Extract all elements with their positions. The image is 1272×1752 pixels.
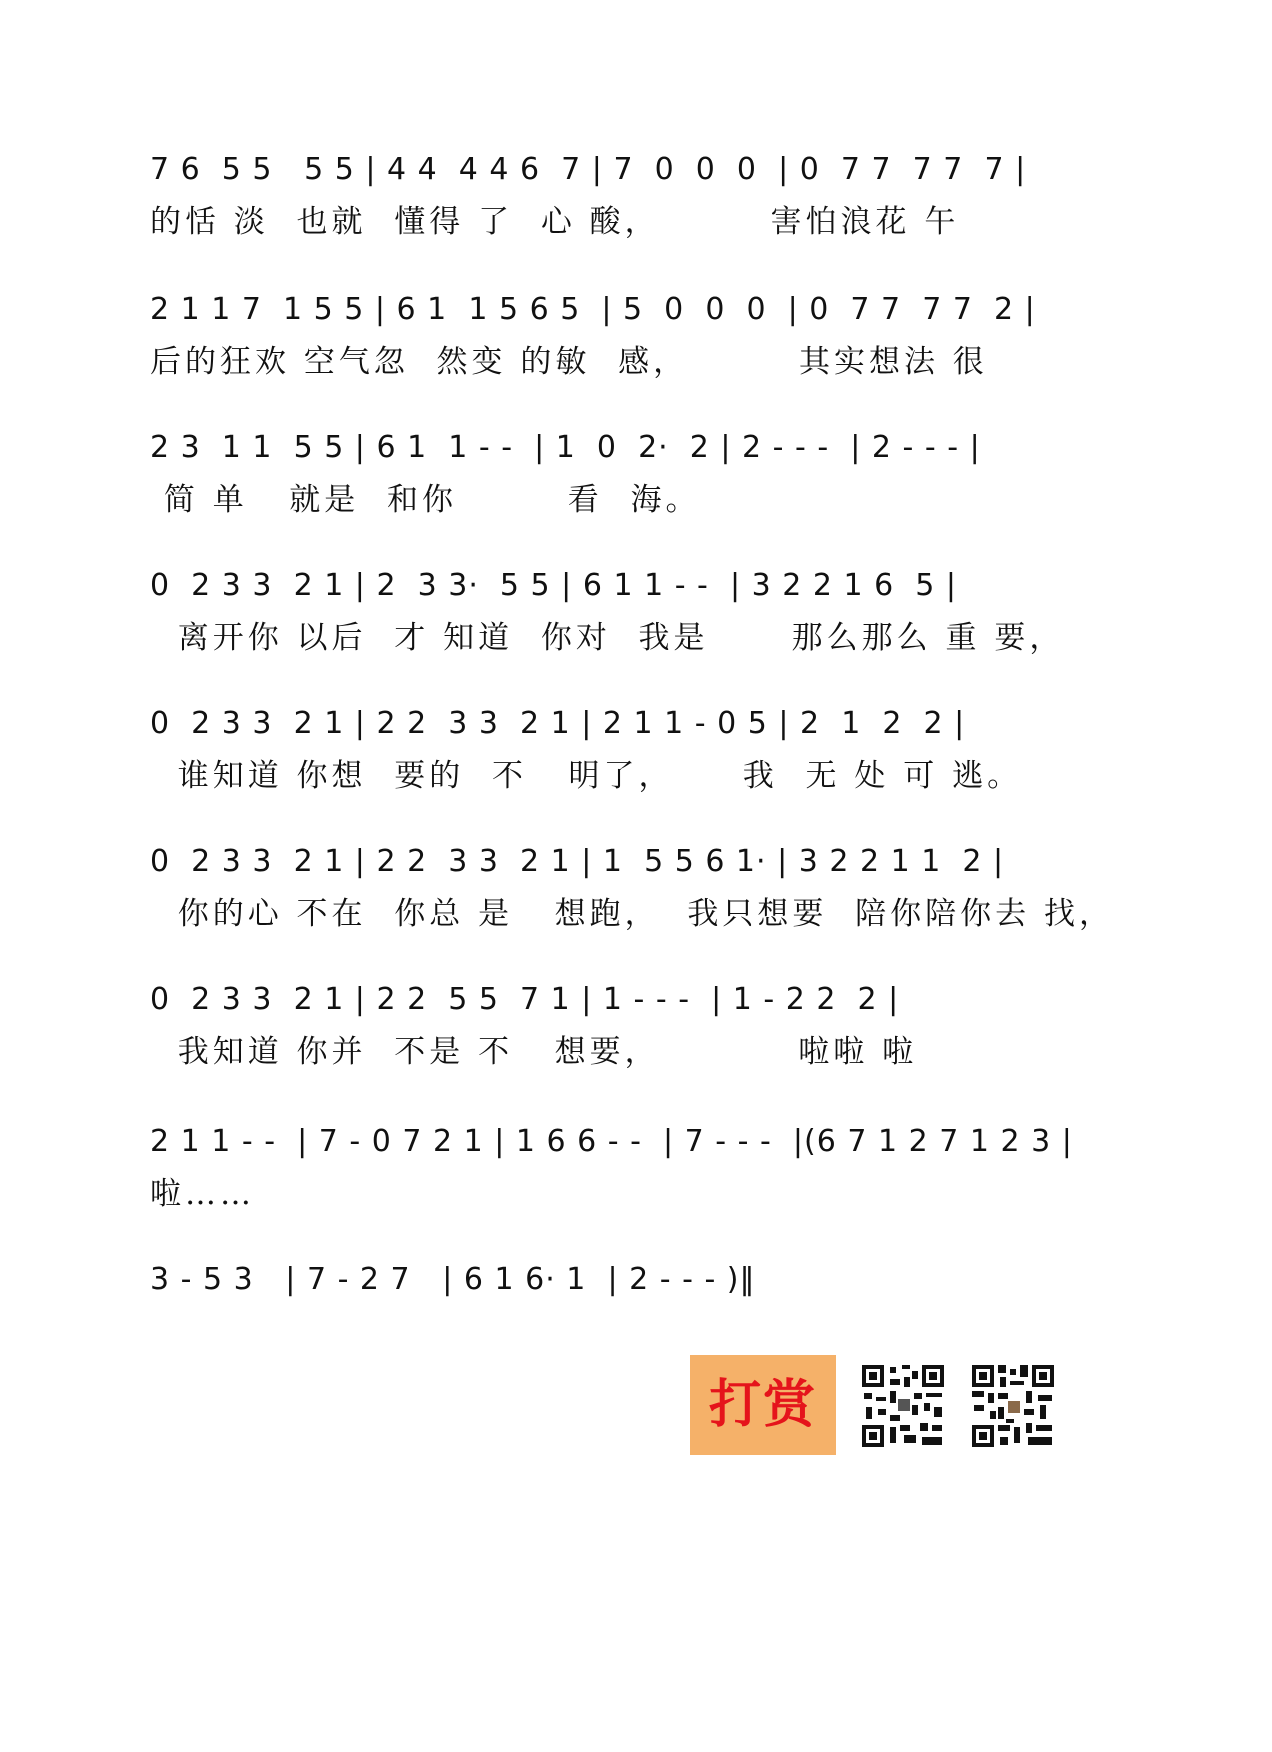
lyrics-line: 谁知道 你想 要的 不 明了， 我 无 处 可 逃。 [150,758,1023,794]
notation-line: 3 - 5 3 | 7 - 2 7 | 6 1 6· 1 | 2 - - - )‖ [150,1262,756,1297]
reward-button[interactable]: 打赏 [690,1355,836,1455]
qr-code-icon[interactable] [970,1363,1056,1449]
notation-line: 0 2 3 3 2 1 | 2 2 3 3 2 1 | 2 1 1 - 0 5 | 2 1 2 2 | [150,706,966,741]
lyrics-line: 离开你 以后 才 知道 你对 我是 那么那么 重 要， [150,620,1065,656]
lyrics-line: 你的心 不在 你总 是 想跑， 我只想要 陪你陪你去 找， [150,896,1114,932]
notation-line: 2 1 1 7 1 5 5 | 6 1 1 5 6 5 | 5 0 0 0 | 0 7 7 7 7 2 | [150,292,1036,327]
lyrics-line: 简 单 就是 和你 看 海。 [150,482,701,518]
notation-line: 0 2 3 3 2 1 | 2 2 5 5 7 1 | 1 - - - | 1 - 2 2 2 | [150,982,900,1017]
notation-line: 2 3 1 1 5 5 | 6 1 1 - - | 1 0 2· 2 | 2 - - - | 2 - - - | [150,430,981,465]
lyrics-line: 我知道 你并 不是 不 想要， 啦啦 啦 [150,1034,918,1070]
reward-area [690,1355,1090,1455]
notation-line: 7 6 5 5 5 5 | 4 4 4 4 6 7 | 7 0 0 0 | 0 7 7 7 7 7 | [150,152,1027,187]
notation-line: 2 1 1 - - | 7 - 0 7 2 1 | 1 6 6 - - | 7 - - - |(6 7 1 2 7 1 2 3 | [150,1124,1073,1159]
lyrics-line: 的恬 淡 也就 懂得 了 心 酸， 害怕浪花 午 [150,204,960,240]
lyrics-line: 后的狂欢 空气忽 然变 的敏 感， 其实想法 很 [150,344,988,380]
qr-code-icon[interactable] [860,1363,946,1449]
notation-line: 0 2 3 3 2 1 | 2 3 3· 5 5 | 6 1 1 - - | 3 2 2 1 6 5 | [150,568,957,603]
lyrics-line: 啦…… [150,1176,255,1212]
notation-line: 0 2 3 3 2 1 | 2 2 3 3 2 1 | 1 5 5 6 1· | 3 2 2 1 1 2 | [150,844,1005,879]
